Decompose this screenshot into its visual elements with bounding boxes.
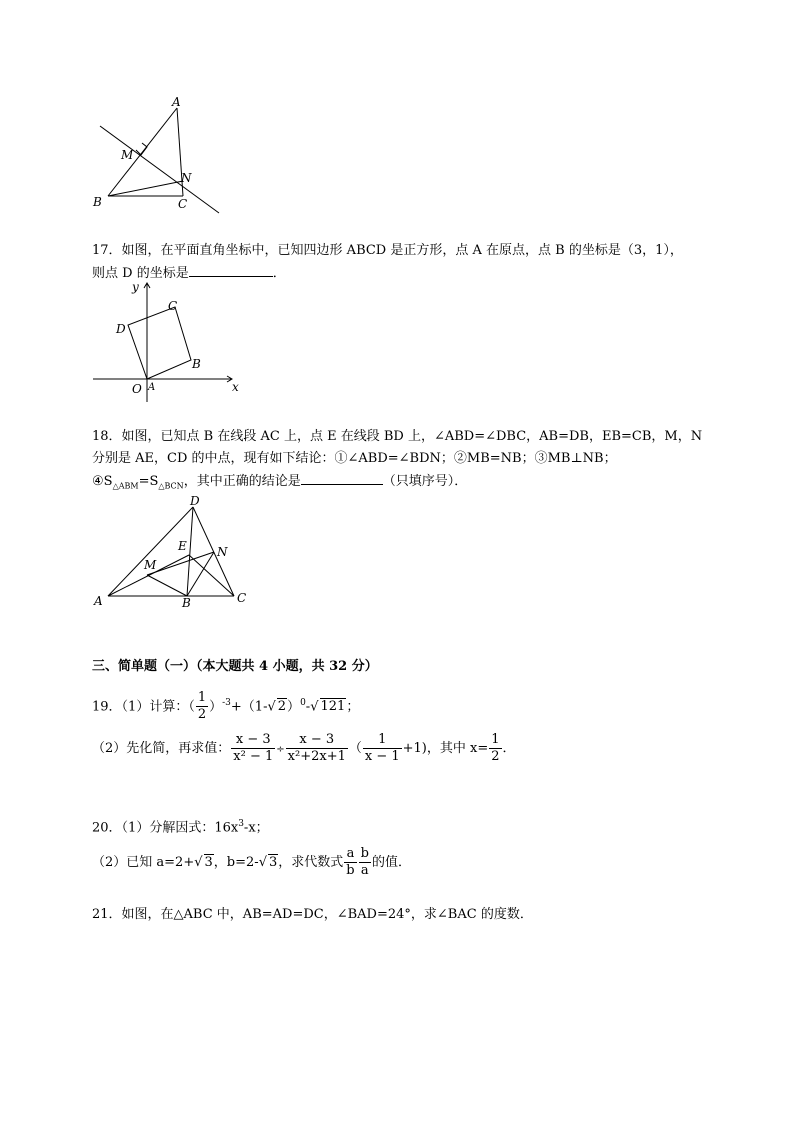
label-a: A	[94, 594, 103, 608]
label-b: B	[192, 357, 201, 371]
fraction-1: $\frac{x - 3}{\text{x² − 1}}$	[233, 732, 274, 764]
question-19-part-1: 19．（1）计算：（ $\frac{1}{2}$ ）$^{-3}$+（1-√ 2）$^0$-√ 121；	[92, 690, 360, 723]
segment-ec	[189, 555, 234, 596]
segment-ab	[108, 108, 177, 196]
label-b: B	[93, 195, 102, 209]
section-3-header: 三、简单题（一）（本大题共 4 小题，共 32 分）	[92, 659, 378, 674]
label-x: x	[232, 380, 239, 394]
square-abcd	[128, 307, 191, 379]
question-21: 21．如图，在△ABC 中，AB=AD=DC，∠BAD=24°，求∠BAC 的度数．	[92, 907, 533, 922]
question-17	[92, 240, 683, 285]
q18-line3: $④S_{\triangle ABM}=S_{\triangle BCN}$，其中正确的结论是 （只填序号）．	[92, 470, 702, 498]
label-c: C	[237, 591, 247, 605]
sqrt-symbol: √	[267, 699, 276, 715]
label-m: M	[121, 148, 134, 162]
label-d: D	[190, 494, 200, 508]
figure-18	[90, 493, 260, 613]
q18-line2: 分别是 AE，CD 的中点，现有如下结论：①∠ABD=∠BDN；②MB=NB；③MB⊥NB；	[92, 451, 617, 466]
figure-16	[90, 95, 230, 220]
question-19-part-2: （2）先化简，再求值： $\frac{x - 3}{\text{x² − 1}}$ ÷ $\frac{x - 3}{\text{x²+2x+1}}$ （ $\frac{1}{x - 1}$ +1)，其中 x= $\frac{1}{2}$ ．	[92, 732, 516, 764]
fraction-3: $\frac{1}{x - 1}$	[364, 732, 400, 764]
question-18	[92, 426, 702, 498]
answer-blank-17[interactable]	[189, 262, 273, 277]
label-y: y	[132, 280, 139, 294]
segment-db	[187, 507, 193, 596]
fraction-a-over-b: $\frac{a}{b}$	[346, 846, 355, 878]
figure-17	[90, 280, 250, 405]
fraction-one-half: $\frac{1}{2}$	[197, 690, 207, 723]
label-a: A	[148, 382, 156, 393]
label-d: D	[116, 322, 126, 336]
label-c: C	[168, 299, 178, 313]
line-mn	[100, 126, 219, 213]
question-20-part-2: （2）已知 a=2+√ 3，b=2-√ 3，求代数式 $\frac{a}{b}$ $\frac{b}{a}$ 的值．	[92, 846, 411, 878]
label-n: N	[217, 545, 228, 559]
label-a: A	[172, 95, 181, 109]
sqrt-symbol: √	[310, 699, 319, 715]
fraction-b-over-a: $\frac{b}{a}$	[360, 846, 369, 878]
label-c: C	[178, 197, 188, 211]
segment-mb	[147, 575, 187, 596]
q17-line2: 则点 D 的坐标是 ．	[92, 262, 683, 285]
sqrt-symbol: √	[194, 855, 203, 870]
label-b: B	[182, 596, 191, 610]
q18-line1: 18．如图，已知点 B 在线段 AC 上，点 E 在线段 BD 上，∠ABD=∠DBC，AB=DB，EB=CB，M，N	[92, 429, 703, 444]
label-m: M	[144, 558, 157, 572]
label-e: E	[178, 539, 187, 553]
fraction-2: $\frac{x - 3}{\text{x²+2x+1}}$	[287, 732, 346, 764]
segment-bn	[108, 181, 183, 196]
segment-dc	[193, 507, 234, 596]
answer-blank-18[interactable]	[301, 470, 383, 485]
label-n: N	[181, 171, 192, 185]
segment-mn	[147, 552, 214, 575]
sqrt-symbol: √	[258, 855, 267, 870]
label-o: O	[132, 382, 142, 396]
fraction-4: $\frac{1}{2}$	[491, 732, 500, 764]
question-20-part-1: 20．（1）分解因式：$16x^3-x$；	[92, 819, 269, 836]
q17-line1: 17．如图，在平面直角坐标中，已知四边形 ABCD 是正方形，点 A 在原点，点 B 的坐标是（3，1），	[92, 243, 683, 258]
